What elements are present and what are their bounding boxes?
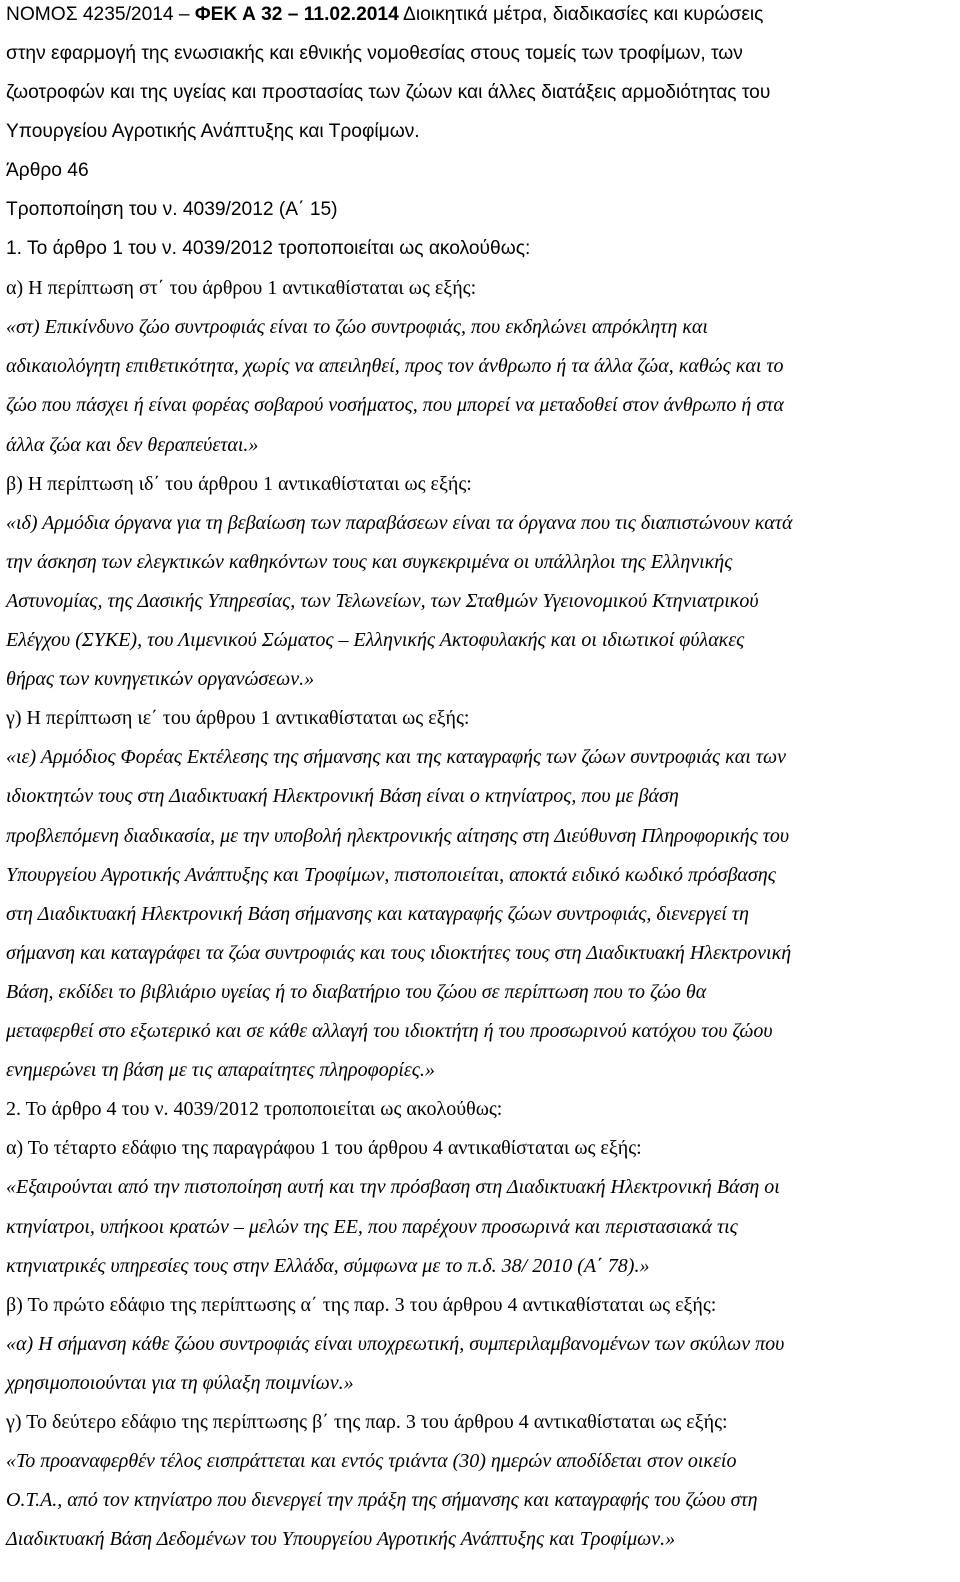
law-title-start: Διοικητικά μέτρα, διαδικασίες και κυρώσεις	[398, 4, 764, 25]
body-text-line: γ) Η περίπτωση ιε΄ του άρθρου 1 αντικαθίσταται ως εξής:	[6, 707, 470, 730]
quoted-text-line: Ελέγχου (ΣΥΚΕ), του Λιμενικού Σώματος – Ελληνικής Ακτοφυλακής και οι ιδιωτικοί φύλακες	[6, 629, 745, 651]
quoted-text-line: μεταφερθεί στο εξωτερικό και σε κάθε αλλαγή του ιδιοκτήτη ή του προσωρινού κατόχου του ζώου	[6, 1020, 773, 1042]
law-header-line	[6, 2, 763, 28]
quoted-text-line: προβλεπόμενη διαδικασία, με την υποβολή ηλεκτρονικής αίτησης στη Διεύθυνση Πληροφορικής του	[6, 824, 790, 847]
quoted-text-line: άλλα ζώα και δεν θεραπεύεται.»	[6, 433, 259, 456]
quoted-text-line: σήμανση και καταγράφει τα ζώα συντροφιάς και τους ιδιοκτήτες τους στη Διαδικτυακή Ηλεκτρονική	[6, 941, 792, 964]
law-number: ΝΟΜΟΣ 4235/2014 –	[6, 4, 195, 25]
quoted-text-line: την άσκηση των ελεγκτικών καθηκόντων τους και συγκεκριμένα οι υπάλληλοι της Ελληνικής	[6, 550, 733, 573]
body-text-line: β) Το πρώτο εδάφιο της περίπτωσης α΄ της παρ. 3 του άρθρου 4 αντικαθίσταται ως εξής:	[6, 1293, 717, 1316]
quoted-text-line: «ιε) Αρμόδιος Φορέας Εκτέλεσης της σήμανσης και της καταγραφής των ζώων συντροφιάς και των	[6, 746, 786, 769]
body-text-line: β) Η περίπτωση ιδ΄ του άρθρου 1 αντικαθίσταται ως εξής:	[6, 472, 472, 495]
law-title-line: στην εφαρμογή της ενωσιακής και εθνικής νομοθεσίας στους τομείς των τροφίμων, των	[6, 43, 743, 64]
body-text-line: 2. Το άρθρο 4 του ν. 4039/2012 τροποποιείται ως ακολούθως:	[6, 1098, 503, 1121]
quoted-text-line: «στ) Επικίνδυνο ζώο συντροφιάς είναι το ζώο συντροφιάς, που εκδηλώνει απρόκλητη και	[6, 316, 708, 339]
body-text-line: γ) Το δεύτερο εδάφιο της περίπτωσης β΄ της παρ. 3 του άρθρου 4 αντικαθίσταται ως εξής:	[6, 1411, 728, 1433]
law-title-line: ζωοτροφών και της υγείας και προστασίας των ζώων και άλλες διατάξεις αρμοδιότητας του	[6, 82, 771, 103]
quoted-text-line: ιδιοκτητών τους στη Διαδικτυακή Ηλεκτρονική Βάση είναι ο κτηνίατρος, που με βάση	[6, 785, 679, 808]
gazette-reference: ΦΕΚ Α 32 – 11.02.2014	[194, 4, 399, 25]
quoted-text-line: χρησιμοποιούνται για τη φύλαξη ποιμνίων.»	[6, 1371, 354, 1394]
law-title-line: Υπουργείου Αγροτικής Ανάπτυξης και Τροφίμων.	[6, 121, 420, 142]
quoted-text-line: αδικαιολόγητη επιθετικότητα, χωρίς να απειληθεί, προς τον άνθρωπο ή τα άλλα ζώα, καθώς και το	[6, 355, 784, 378]
quoted-text-line: Ο.Τ.Α., από τον κτηνίατρο που διενεργεί την πράξη της σήμανσης και καταγραφής του ζώου στη	[6, 1489, 758, 1512]
quoted-text-line: «α) Η σήμανση κάθε ζώου συντροφιάς είναι υποχρεωτική, συμπεριλαμβανομένων των σκύλων που	[6, 1332, 785, 1355]
quoted-text-line: Βάση, εκδίδει το βιβλιάριο υγείας ή το διαβατήριο του ζώου σε περίπτωση που το ζώο θα	[6, 980, 707, 1003]
article-heading: Άρθρο 46	[6, 160, 89, 181]
quoted-text-line: «Το προαναφερθέν τέλος εισπράττεται και εντός τριάντα (30) ημερών αποδίδεται στον οικείο	[6, 1450, 737, 1473]
quoted-text-line: «Εξαιρούνται από την πιστοποίηση αυτή και την πρόσβαση στη Διαδικτυακή Ηλεκτρονική Βάση οι	[6, 1176, 780, 1199]
article-subject: Τροποποίηση του ν. 4039/2012 (Α΄ 15)	[6, 199, 338, 220]
quoted-text-line: Αστυνομίας, της Δασικής Υπηρεσίας, των Τελωνείων, των Σταθμών Υγειονομικού Κτηνιατρικού	[6, 589, 759, 612]
body-text-line: α) Η περίπτωση στ΄ του άρθρου 1 αντικαθίσταται ως εξής:	[6, 277, 477, 300]
quoted-text-line: Διαδικτυακή Βάση Δεδομένων του Υπουργείου Αγροτικής Ανάπτυξης και Τροφίμων.»	[6, 1528, 676, 1551]
quoted-text-line: Υπουργείου Αγροτικής Ανάπτυξης και Τροφίμων, πιστοποιείται, αποκτά ειδικό κωδικό πρόσβασης	[6, 863, 776, 886]
quoted-text-line: ζώο που πάσχει ή είναι φορέας σοβαρού νοσήματος, που μπορεί να μεταδοθεί στον άνθρωπο ή στα	[6, 394, 784, 417]
quoted-text-line: «ιδ) Αρμόδια όργανα για τη βεβαίωση των παραβάσεων είναι τα όργανα που τις διαπιστώνουν κατά	[6, 511, 793, 534]
quoted-text-line: θήρας των κυνηγετικών οργανώσεων.»	[6, 668, 315, 691]
quoted-text-line: κτηνίατροι, υπήκοοι κρατών – μελών της ΕΕ, που παρέχουν προσωρινά και περιστασιακά τις	[6, 1215, 738, 1238]
quoted-text-line: ενημερώνει τη βάση με τις απαραίτητες πληροφορίες.»	[6, 1059, 435, 1082]
quoted-text-line: στη Διαδικτυακή Ηλεκτρονική Βάση σήμανσης και καταγραφής ζώων συντροφιάς, διενεργεί τη	[6, 902, 749, 925]
body-text-line: 1. Το άρθρο 1 του ν. 4039/2012 τροποποιείται ως ακολούθως:	[6, 238, 531, 259]
quoted-text-line: κτηνιατρικές υπηρεσίες τους στην Ελλάδα, σύμφωνα με το π.δ. 38/ 2010 (Α΄ 78).»	[6, 1254, 650, 1277]
body-text-line: α) Το τέταρτο εδάφιο της παραγράφου 1 του άρθρου 4 αντικαθίσταται ως εξής:	[6, 1137, 642, 1160]
